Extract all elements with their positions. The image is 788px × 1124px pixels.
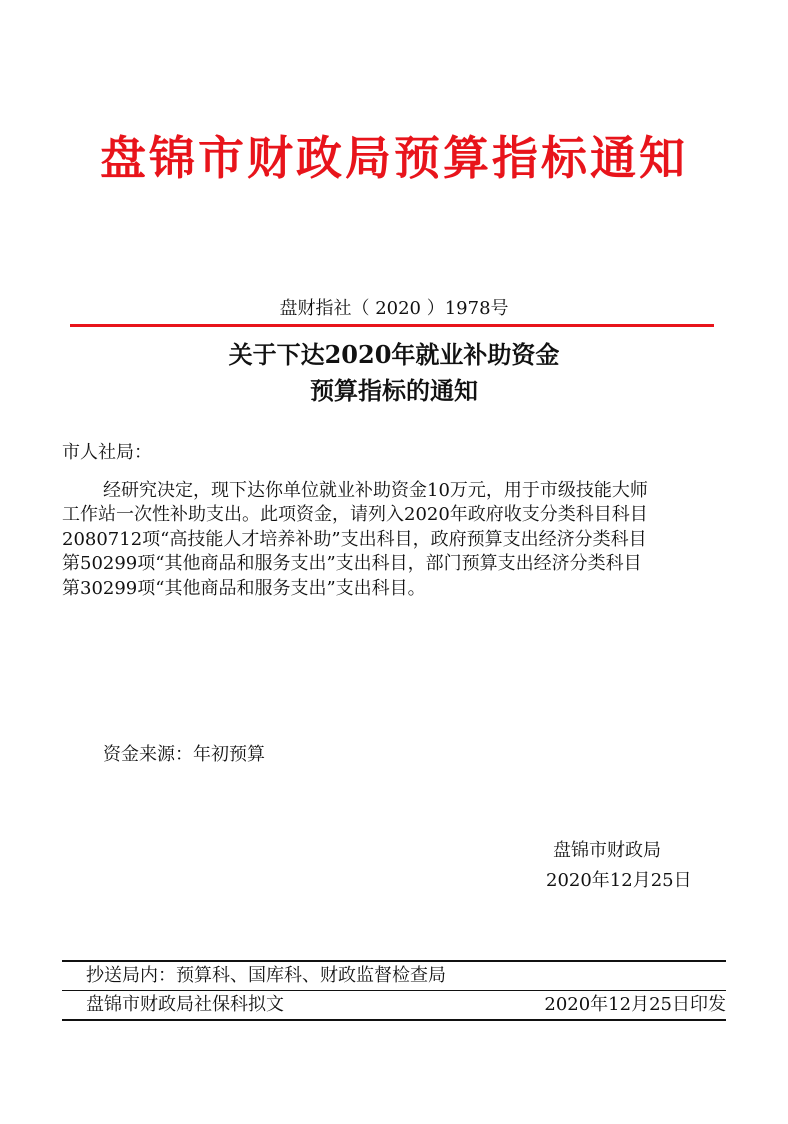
body-line-1: 经研究决定，现下达你单位就业补助资金10万元，用于市级技能大师 bbox=[103, 480, 648, 501]
notice-title-line-1: 关于下达2020年就业补助资金 bbox=[228, 340, 560, 369]
red-header-divider bbox=[70, 324, 714, 327]
recipient: 市人社局： bbox=[62, 442, 152, 463]
body-line-4: 第50299项“其他商品和服务支出”支出科目，部门预算支出经济分类科目 bbox=[62, 553, 642, 574]
document-header-title: 盘锦市财政局预算指标通知 bbox=[100, 131, 688, 185]
signature-organization: 盘锦市财政局 bbox=[553, 840, 661, 861]
footer-bottom-rule bbox=[62, 1019, 726, 1021]
body-line-3: 2080712项“高技能人才培养补助”支出科目，政府预算支出经济分类科目 bbox=[62, 529, 647, 550]
signature-date: 2020年12月25日 bbox=[546, 870, 692, 891]
body-line-2: 工作站一次性补助支出。此项资金，请列入2020年政府收支分类科目科目 bbox=[62, 504, 648, 525]
funds-source: 资金来源：年初预算 bbox=[103, 744, 265, 765]
notice-title-line-2: 预算指标的通知 bbox=[310, 376, 478, 405]
print-date: 2020年12月25日印发 bbox=[544, 994, 726, 1015]
drafting-department: 盘锦市财政局社保科拟文 bbox=[86, 994, 284, 1015]
body-line-5: 第30299项“其他商品和服务支出”支出科目。 bbox=[62, 578, 426, 599]
cc-distribution: 抄送局内：预算科、国库科、财政监督检查局 bbox=[86, 965, 446, 986]
document-number: 盘财指社（ 2020 ）1978号 bbox=[279, 298, 509, 319]
